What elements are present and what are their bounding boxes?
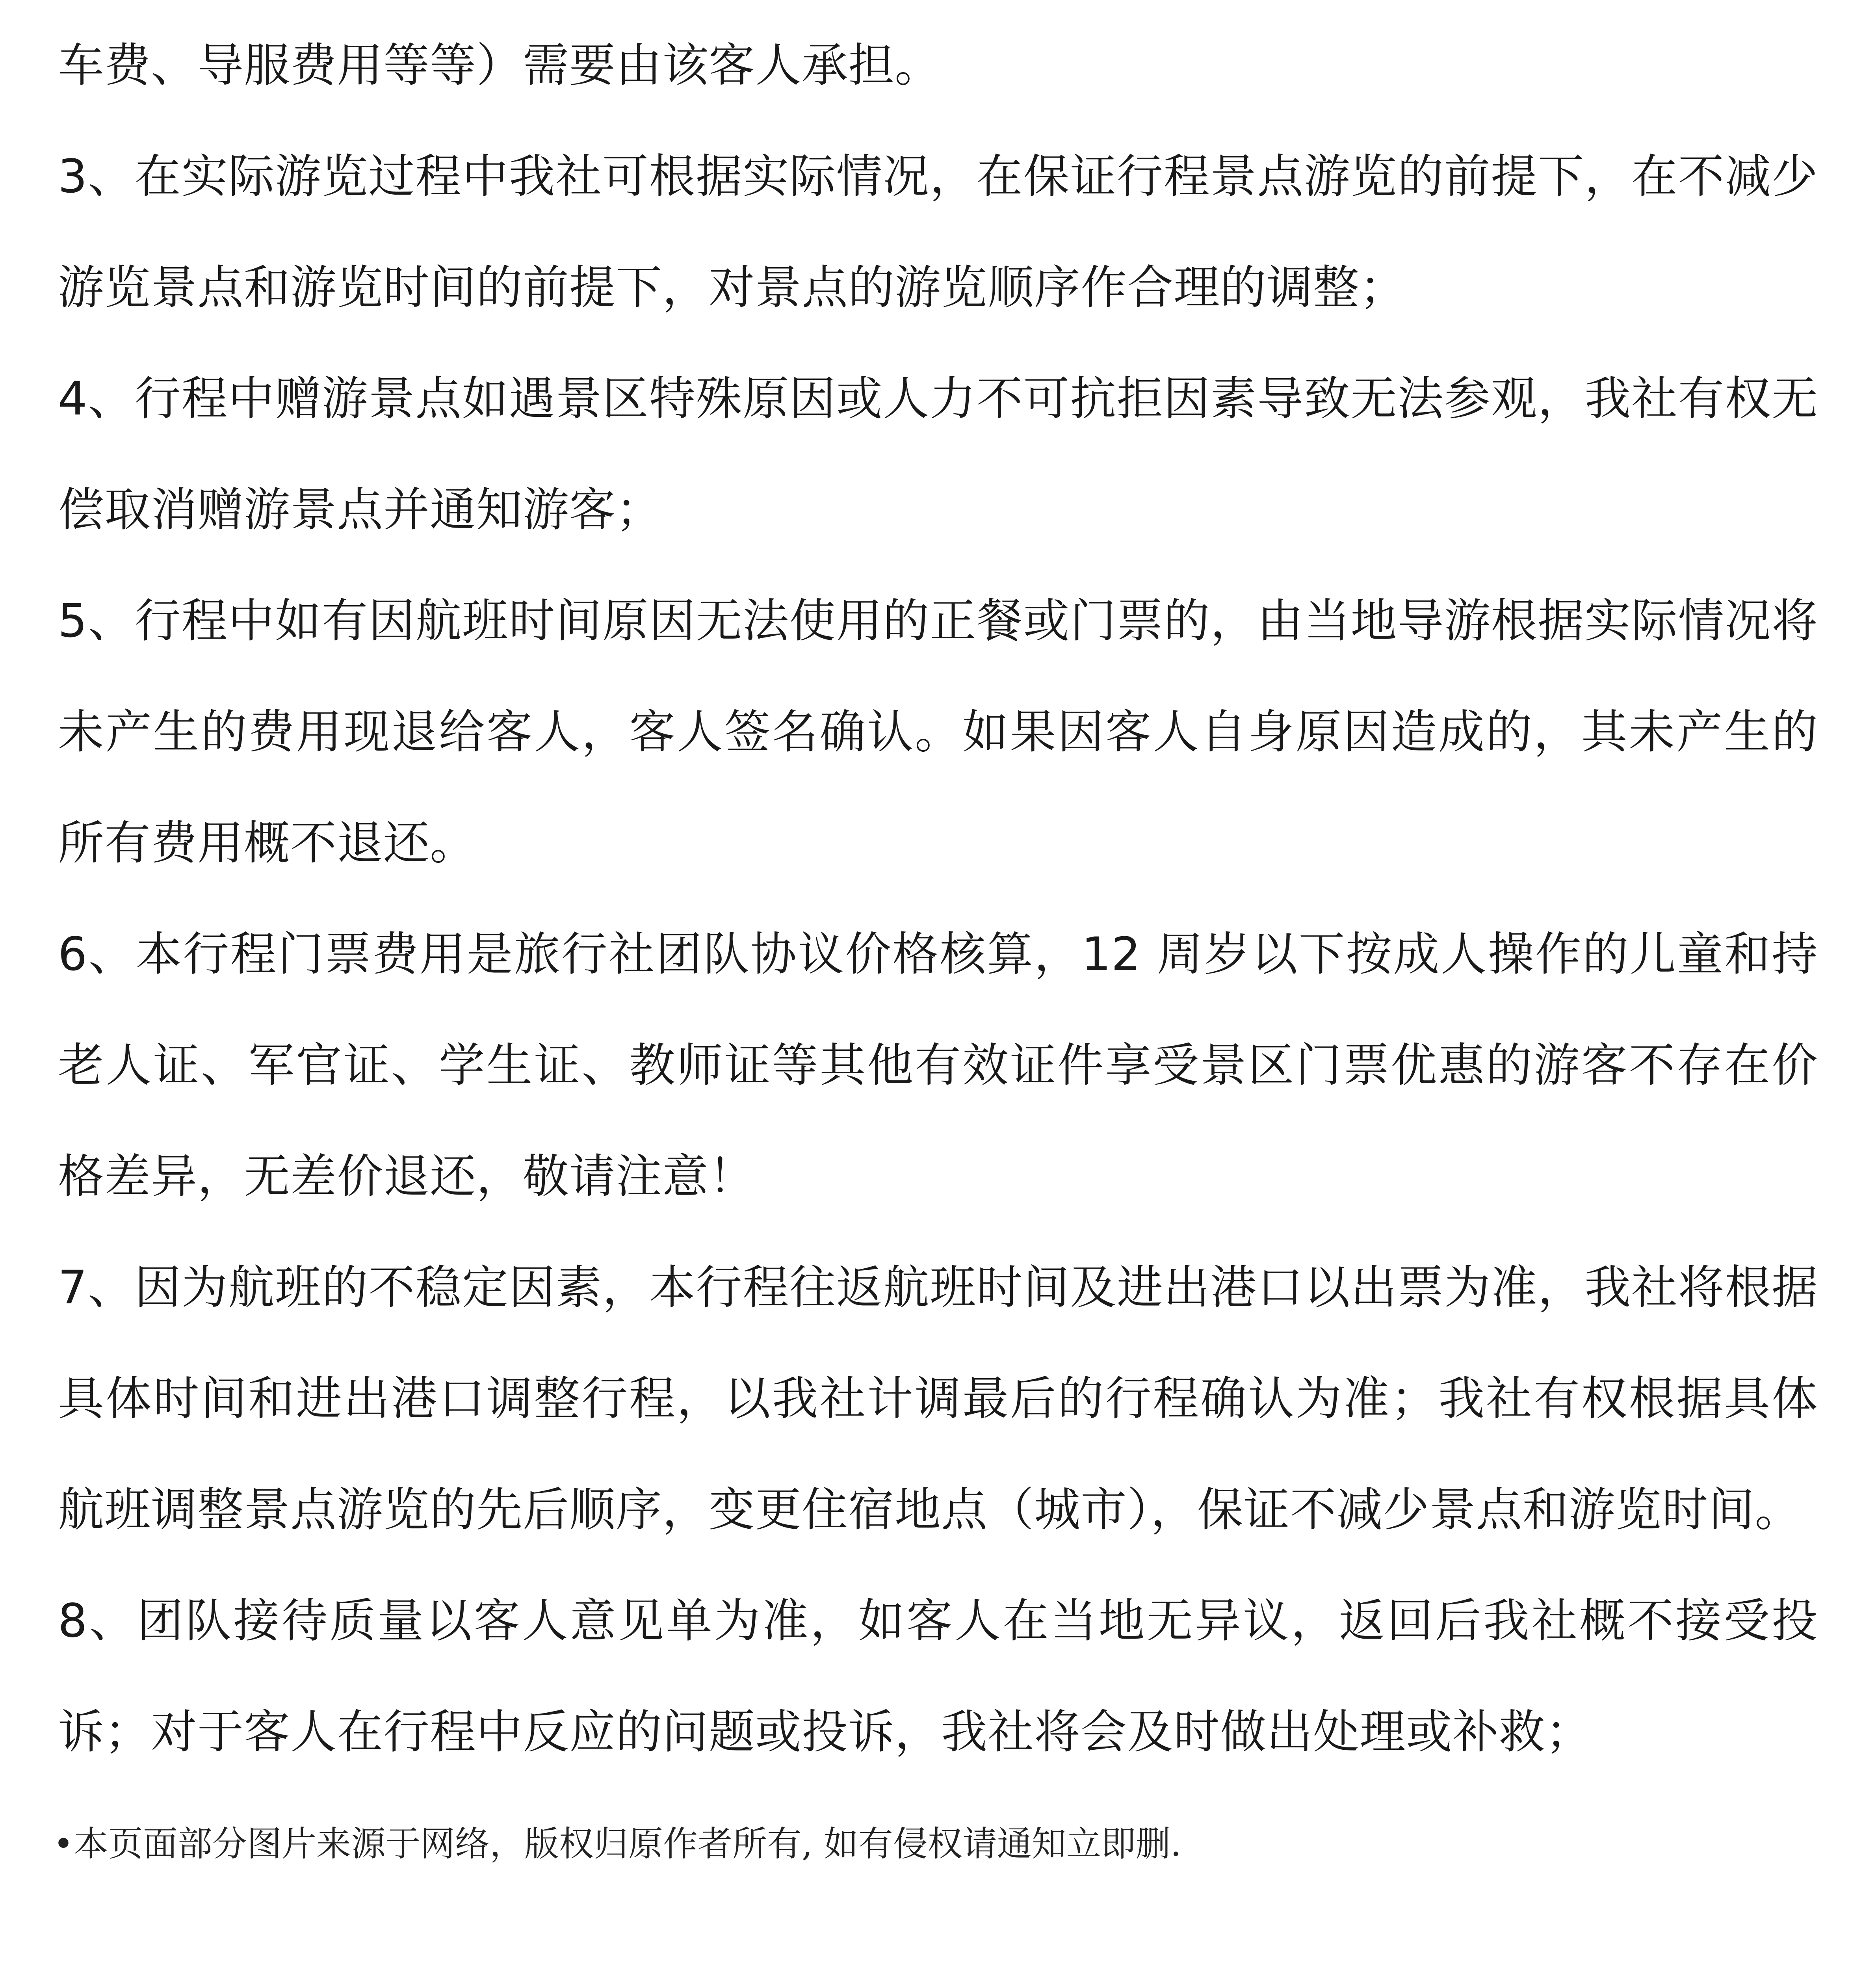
paragraph-item-3: 3、在实际游览过程中我社可根据实际情况，在保证行程景点游览的前提下，在不减少游览景点和游览时间的前提下，对景点的游览顺序作合理的调整； xyxy=(58,149,1818,314)
terms-body xyxy=(58,10,1818,1788)
paragraph-continuation: 车费、导服费用等等）需要由该客人承担。 xyxy=(58,38,942,92)
paragraph-item-6: 6、本行程门票费用是旅行社团队协议价格核算，12 周岁以下按成人操作的儿童和持老人证、军官证、学生证、教师证等其他有效证件享受景区门票优惠的游客不存在价格差异，无差价退还，敬请注意！ xyxy=(58,927,1818,1203)
copyright-footnote: •本页面部分图片来源于网络，版权归原作者所有, 如有侵权请通知立即删. xyxy=(53,1823,1181,1864)
paragraph-item-5: 5、行程中如有因航班时间原因无法使用的正餐或门票的，由当地导游根据实际情况将未产生的费用现退给客人，客人签名确认。如果因客人自身原因造成的，其未产生的所有费用概不退还。 xyxy=(58,594,1818,870)
paragraph-item-7: 7、因为航班的不稳定因素，本行程往返航班时间及进出港口以出票为准，我社将根据具体时间和进出港口调整行程，以我社计调最后的行程确认为准；我社有权根据具体航班调整景点游览的先后顺序，变更住宿地点（城市），保证不减少景点和游览时间。 xyxy=(58,1260,1818,1537)
paragraph-item-8: 8、团队接待质量以客人意见单为准，如客人在当地无异议，返回后我社概不接受投诉；对于客人在行程中反应的问题或投诉，我社将会及时做出处理或补救； xyxy=(58,1594,1818,1759)
paragraph-item-4: 4、行程中赠游景点如遇景区特殊原因或人力不可抗拒因素导致无法参观，我社有权无偿取消赠游景点并通知游客； xyxy=(58,372,1818,537)
